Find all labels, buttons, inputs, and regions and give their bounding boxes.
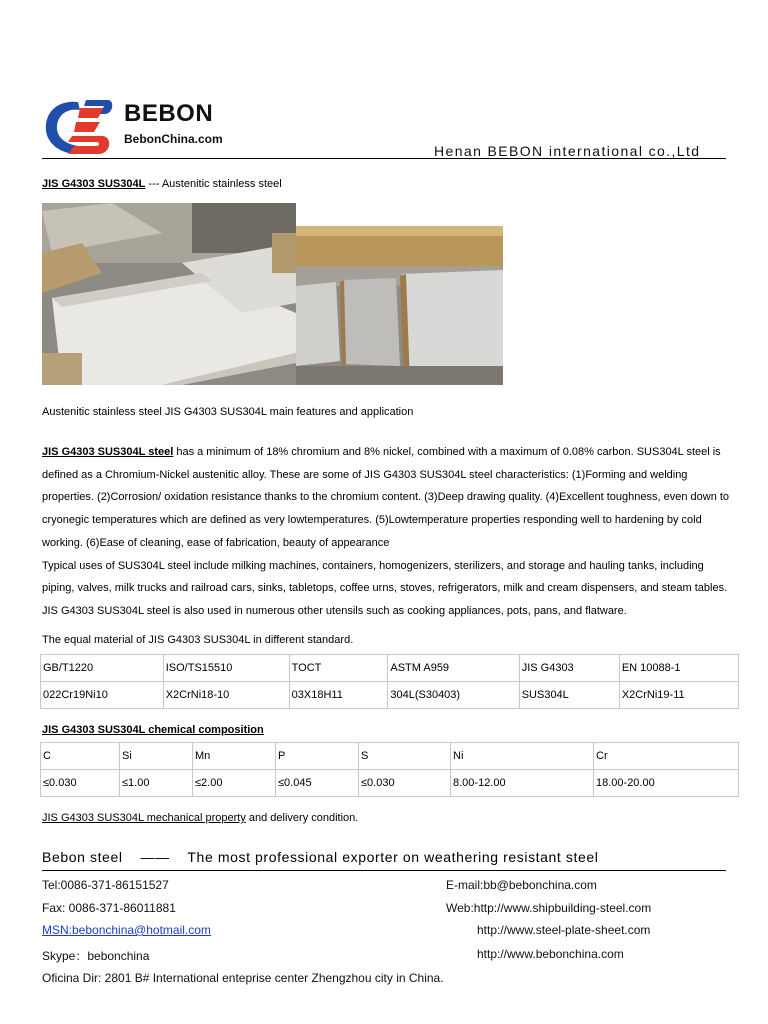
photo-warehouse-plates bbox=[296, 226, 503, 385]
contact-web-steel-plate: http://www.steel-plate-sheet.com bbox=[477, 923, 651, 937]
photo-stacked-sheets bbox=[42, 203, 296, 385]
body-text-uses: Typical uses of SUS304L steel include milking machines, containers, homogenizers, sterilizers, and storage and hauling tanks, including piping, valves, milk trucks and railroad cars, sinks, tabletops, coffee urns, stoves, refrigerators, milk and cream dispensers, and steam tables. JIS G4303 SUS304L steel is also used in numerous other utensils such as cooking appliances, pots, pans, and flatware. bbox=[42, 559, 728, 617]
table-row bbox=[41, 743, 739, 770]
mechanical-property-link[interactable]: JIS G4303 SUS304L mechanical property bbox=[42, 812, 246, 824]
brand-domain: BebonChina.com bbox=[124, 132, 223, 146]
table-header-cell: JIS G4303 bbox=[519, 655, 619, 682]
table-cell: 03X18H11 bbox=[289, 682, 388, 709]
document-title bbox=[42, 178, 282, 190]
product-name: JIS G4303 SUS304L bbox=[42, 178, 146, 190]
table-header-cell: Cr bbox=[594, 743, 739, 770]
table-header-cell: C bbox=[41, 743, 120, 770]
table-header-cell: GB/T1220 bbox=[41, 655, 164, 682]
table-row bbox=[41, 655, 739, 682]
footer-divider bbox=[42, 870, 726, 871]
mechanical-property-rest: and delivery condition. bbox=[245, 812, 359, 824]
table-cell: ≤0.030 bbox=[359, 770, 451, 797]
table-header-cell: P bbox=[276, 743, 359, 770]
table-row bbox=[41, 682, 739, 709]
company-name: Henan BEBON international co.,Ltd bbox=[434, 143, 701, 159]
contact-tel: Tel:0086-371-86151527 bbox=[42, 878, 169, 892]
office-address: Oficina Dir: 2801 B# International enteprise center Zhengzhou city in China. bbox=[42, 971, 444, 985]
chemical-composition-table bbox=[40, 742, 739, 797]
table-cell: SUS304L bbox=[519, 682, 619, 709]
body-text: has a minimum of 18% chromium and 8% nickel, combined with a maximum of 0.08% carbon. SUS304L steel is defined as a Chromium-Nickel austenitic alloy. These are some of JIS G4303 SUS304L steel characteristics: (1)Forming and welding properties. (2)Corrosion/ oxidation resistance thanks to the chromium content. (3)Deep drawing quality. (4)Excellent toughness, even down to cryonegic temperatures which are defined as very lowtemperatures. (5)Lowtemperature properties responding well to hardening by cold working. (6)Ease of cleaning, ease of fabrication, beauty of appearance bbox=[42, 446, 730, 549]
table-cell: ≤0.030 bbox=[41, 770, 120, 797]
table-row bbox=[41, 770, 739, 797]
table-header-cell: ISO/TS15510 bbox=[163, 655, 289, 682]
equal-material-caption: The equal material of JIS G4303 SUS304L in different standard. bbox=[42, 634, 354, 646]
table-header-cell: Si bbox=[120, 743, 193, 770]
table-header-cell: S bbox=[359, 743, 451, 770]
brand-name: BEBON bbox=[124, 100, 214, 127]
contact-skype: Skype：bebonchina bbox=[42, 949, 150, 963]
table-header-cell: ASTM A959 bbox=[388, 655, 519, 682]
section-intro: Austenitic stainless steel JIS G4303 SUS304L main features and application bbox=[42, 406, 414, 418]
body-paragraph bbox=[42, 441, 732, 623]
table-cell: 022Cr19Ni10 bbox=[41, 682, 164, 709]
table-cell: X2CrNi18-10 bbox=[163, 682, 289, 709]
table-cell: 304L(S30403) bbox=[388, 682, 519, 709]
body-lead: JIS G4303 SUS304L steel bbox=[42, 446, 174, 458]
contact-web-shipbuilding: Web:http://www.shipbuilding-steel.com bbox=[446, 901, 652, 915]
company-slogan: Bebon steel —— The most professional exporter on weathering resistant steel bbox=[42, 849, 599, 865]
table-cell: ≤0.045 bbox=[276, 770, 359, 797]
table-cell: X2CrNi19-11 bbox=[619, 682, 738, 709]
contact-email: E-mail:bb@bebonchina.com bbox=[446, 878, 597, 892]
mechanical-property-line bbox=[42, 812, 358, 824]
table-cell: 8.00-12.00 bbox=[451, 770, 594, 797]
header-divider bbox=[42, 158, 726, 159]
equal-material-table bbox=[40, 654, 739, 709]
bebon-logo-icon bbox=[42, 96, 114, 158]
chemical-composition-title: JIS G4303 SUS304L chemical composition bbox=[42, 724, 264, 736]
contact-web-bebonchina: http://www.bebonchina.com bbox=[477, 947, 624, 961]
table-header-cell: Mn bbox=[193, 743, 276, 770]
title-suffix: --- Austenitic stainless steel bbox=[145, 178, 282, 190]
contact-fax: Fax: 0086-371-86011881 bbox=[42, 901, 176, 915]
contact-msn-link[interactable]: MSN:bebonchina@hotmail.com bbox=[42, 923, 211, 937]
table-header-cell: EN 10088-1 bbox=[619, 655, 738, 682]
table-cell: ≤1.00 bbox=[120, 770, 193, 797]
table-header-cell: Ni bbox=[451, 743, 594, 770]
table-header-cell: TOCT bbox=[289, 655, 388, 682]
table-cell: ≤2.00 bbox=[193, 770, 276, 797]
table-cell: 18.00-20.00 bbox=[594, 770, 739, 797]
